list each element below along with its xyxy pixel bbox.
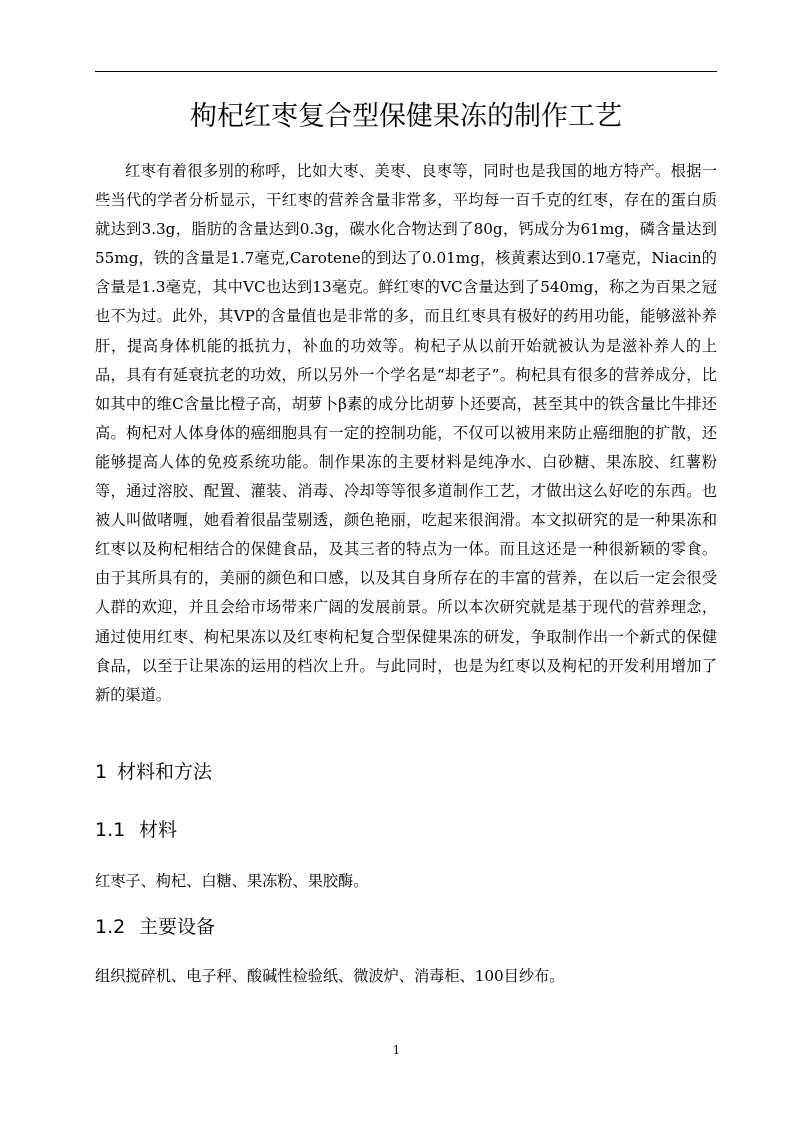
intro-paragraph: 红枣有着很多别的称呼，比如大枣、美枣、良枣等，同时也是我国的地方特产。根据一些当代的学者分析显示，干红枣的营养含量非常多，平均每一百千克的红枣，存在的蛋白质就达到3.3g，脂肪的含量达到0.3g，碳水化合物达到了80g，钙成分为61mg，磷含量达到55mg，铁的含量是1.7毫克,Carotene的到达了0.01mg，核黄素达到0.17毫克，Niacin的含量是1.3毫克，其中VC也达到13毫克。鲜红枣的VC含量达到了540mg，称之为百果之冠也不为过。此外，其VP的含量值也是非常的多，而且红枣具有极好的药用功能，能够滋补养肝，提高身体机能的抵抗力，补血的功效等。枸杞子从以前开始就被认为是滋补养人的上品，具有有延衰抗老的功效，所以另外一个学名是“却老子”。枸杞具有很多的营养成分，比如其中的维C含量比橙子高，胡萝卜β素的成分比胡萝卜还要高，甚至其中的铁含量比牛排还高。枸杞对人体身体的癌细胞具有一定的控制功能，不仅可以被用来防止癌细胞的扩散，还能够提高人体的免疫系统功能。制作果冻的主要材料是纯净水、白砂糖、果冻胶、红薯粉等，通过溶胶、配置、灌装、消毒、冷却等等很多道制作工艺，才做出这么好吃的东西。也被人叫做啫喱，她看着很晶莹剔透，颜色艳丽，吃起来很润滑。本文拟研究的是一种果冻和红枣以及枸杞相结合的保健食品，及其三者的特点为一体。而且这还是一种很新颖的零食。由于其所具有的，美丽的颜色和口感，以及其自身所存在的丰富的营养，在以后一定会很受人群的欢迎，并且会给市场带来广阔的发展前景。所以本次研究就是基于现代的营养理念，通过使用红枣、枸杞果冻以及红枣枸杞复合型保健果冻的研发，争取制作出一个新式的保健食品，以至于让果冻的运用的档次上升。与此同时，也是为红枣以及枸杞的开发利用增加了新的渠道。	[95, 162, 717, 704]
section-1-2-heading	[95, 912, 215, 942]
section-1-1-number: 1.1	[95, 819, 126, 841]
section-1-1-title: 材料	[139, 819, 178, 841]
header-rule	[95, 71, 717, 72]
materials-text: 红枣子、枸杞、白糖、果冻粉、果胶酶。	[95, 872, 369, 890]
section-1-2-number: 1.2	[95, 916, 126, 938]
equipment-text: 组织搅碎机、电子秤、酸碱性检验纸、微波炉、消毒柜、100目纱布。	[95, 967, 565, 985]
section-1-title: 材料和方法	[117, 761, 213, 783]
section-1-number: 1	[95, 761, 108, 783]
page-number: 1	[392, 1043, 401, 1057]
document-title: 枸杞红枣复合型保健果冻的制作工艺	[190, 101, 622, 132]
section-1-heading	[95, 757, 212, 787]
section-1-2-title: 主要设备	[139, 916, 216, 938]
section-1-1-heading	[95, 815, 177, 845]
